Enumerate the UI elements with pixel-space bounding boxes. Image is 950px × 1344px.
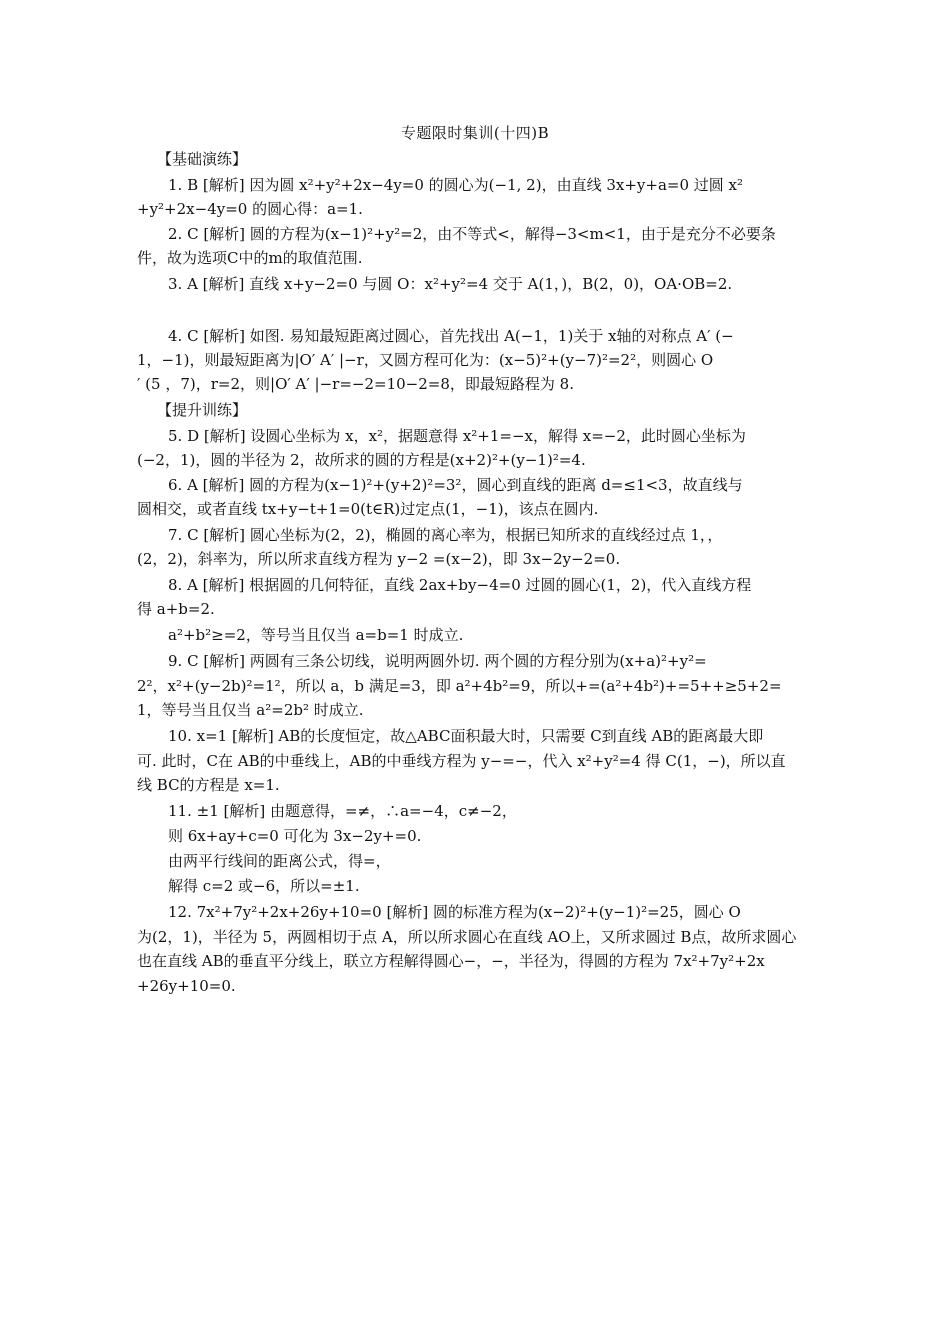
text-line: 4. C [解析] 如图. 易知最短距离过圆心，首先找出 A(−1，1)关于 x轴的对称点 A′ (−	[168, 327, 734, 345]
text-line: 1. B [解析] 因为圆 x²+y²+2x−4y=0 的圆心为(−1, 2)，由直线 3x+y+a=0 过圆 x²	[168, 176, 744, 194]
text-line: 圆相交，或者直线 tx+y−t+1=0(t∈R)过定点(1，−1)，该点在圆内.	[137, 500, 599, 518]
text-line: 11. ±1 [解析] 由题意得，=≠，∴a=−4，c≠−2，	[168, 802, 517, 820]
text-line: 9. C [解析] 两圆有三条公切线，说明两圆外切. 两个圆的方程分别为(x+a)²+y²=	[168, 652, 707, 670]
section-heading: 【提升训练】	[157, 401, 248, 419]
text-line: ′ (5 ，7)，r=2，则|O′ A′ |−r=−2=10−2=8，即最短路程为 8.	[137, 375, 574, 393]
text-line: a²+b²≥=2，等号当且仅当 a=b=1 时成立.	[168, 626, 464, 644]
text-line: (−2，1)，圆的半径为 2，故所求的圆的方程是(x+2)²+(y−1)²=4.	[137, 451, 586, 469]
text-line: 解得 c=2 或−6，所以=±1.	[168, 877, 360, 895]
text-line: 为(2，1)，半径为 5，两圆相切于点 A，所以所求圆心在直线 AO上，又所求圆过 B点，故所求圆心	[137, 928, 797, 946]
text-line: 12. 7x²+7y²+2x+26y+10=0 [解析] 圆的标准方程为(x−2)²+(y−1)²=25，圆心 O	[168, 903, 741, 921]
text-line: 8. A [解析] 根据圆的几何特征，直线 2ax+by−4=0 过圆的圆心(1，2)，代入直线方程	[168, 576, 752, 594]
text-line: 线 BC的方程是 x=1.	[137, 776, 280, 794]
text-line: 1，−1)，则最短距离为|O′ A′ |−r，又圆方程可化为：(x−5)²+(y−7)²=2²，则圆心 O	[137, 351, 714, 369]
text-line: 也在直线 AB的垂直平分线上，联立方程解得圆心−，−，半径为，得圆的方程为 7x²+7y²+2x	[137, 952, 765, 970]
text-line: 3. A [解析] 直线 x+y−2=0 与圆 O：x²+y²=4 交于 A(1，)，B(2，0)，OA·OB=2.	[168, 275, 733, 293]
page-title: 专题限时集训(十四)B	[400, 124, 550, 142]
text-line: 10. x=1 [解析] AB的长度恒定，故△ABC面积最大时，只需要 C到直线 AB的距离最大即	[168, 727, 764, 745]
text-line: 5. D [解析] 设圆心坐标为 x，x²，据题意得 x²+1=−x，解得 x=−2，此时圆心坐标为	[168, 427, 746, 445]
text-line: 7. C [解析] 圆心坐标为(2，2)，椭圆的离心率为，根据已知所求的直线经过点 1，，	[168, 526, 723, 544]
text-line: 1，等号当且仅当 a²=2b² 时成立.	[137, 701, 364, 719]
text-line: 可. 此时，C在 AB的中垂线上，AB的中垂线方程为 y−=−，代入 x²+y²=4 得 C(1，−)，所以直	[137, 752, 786, 770]
section-heading: 【基础演练】	[157, 150, 248, 168]
text-line: 2. C [解析] 圆的方程为(x−1)²+y²=2，由不等式<，解得−3<m<1，由于是充分不必要条	[168, 225, 776, 243]
text-line: (2，2)，斜率为，所以所求直线方程为 y−2 =(x−2)，即 3x−2y−2=0.	[137, 550, 621, 568]
text-line: 由两平行线间的距离公式，得=，	[168, 852, 391, 870]
text-line: 6. A [解析] 圆的方程为(x−1)²+(y+2)²=3²，圆心到直线的距离 d=≤1<3，故直线与	[168, 476, 743, 494]
text-line: 2²，x²+(y−2b)²=1²，所以 a，b 满足=3，即 a²+4b²=9，所以+=(a²+4b²)+=5++≥5+2=	[137, 677, 782, 695]
text-line: +26y+10=0.	[137, 977, 236, 995]
text-line: 得 a+b=2.	[137, 600, 215, 618]
text-line: +y²+2x−4y=0 的圆心得：a=1.	[137, 200, 363, 218]
text-line: 件，故为选项C中的m的取值范围.	[137, 249, 363, 267]
text-line: 则 6x+ay+c=0 可化为 3x−2y+=0.	[168, 827, 422, 845]
